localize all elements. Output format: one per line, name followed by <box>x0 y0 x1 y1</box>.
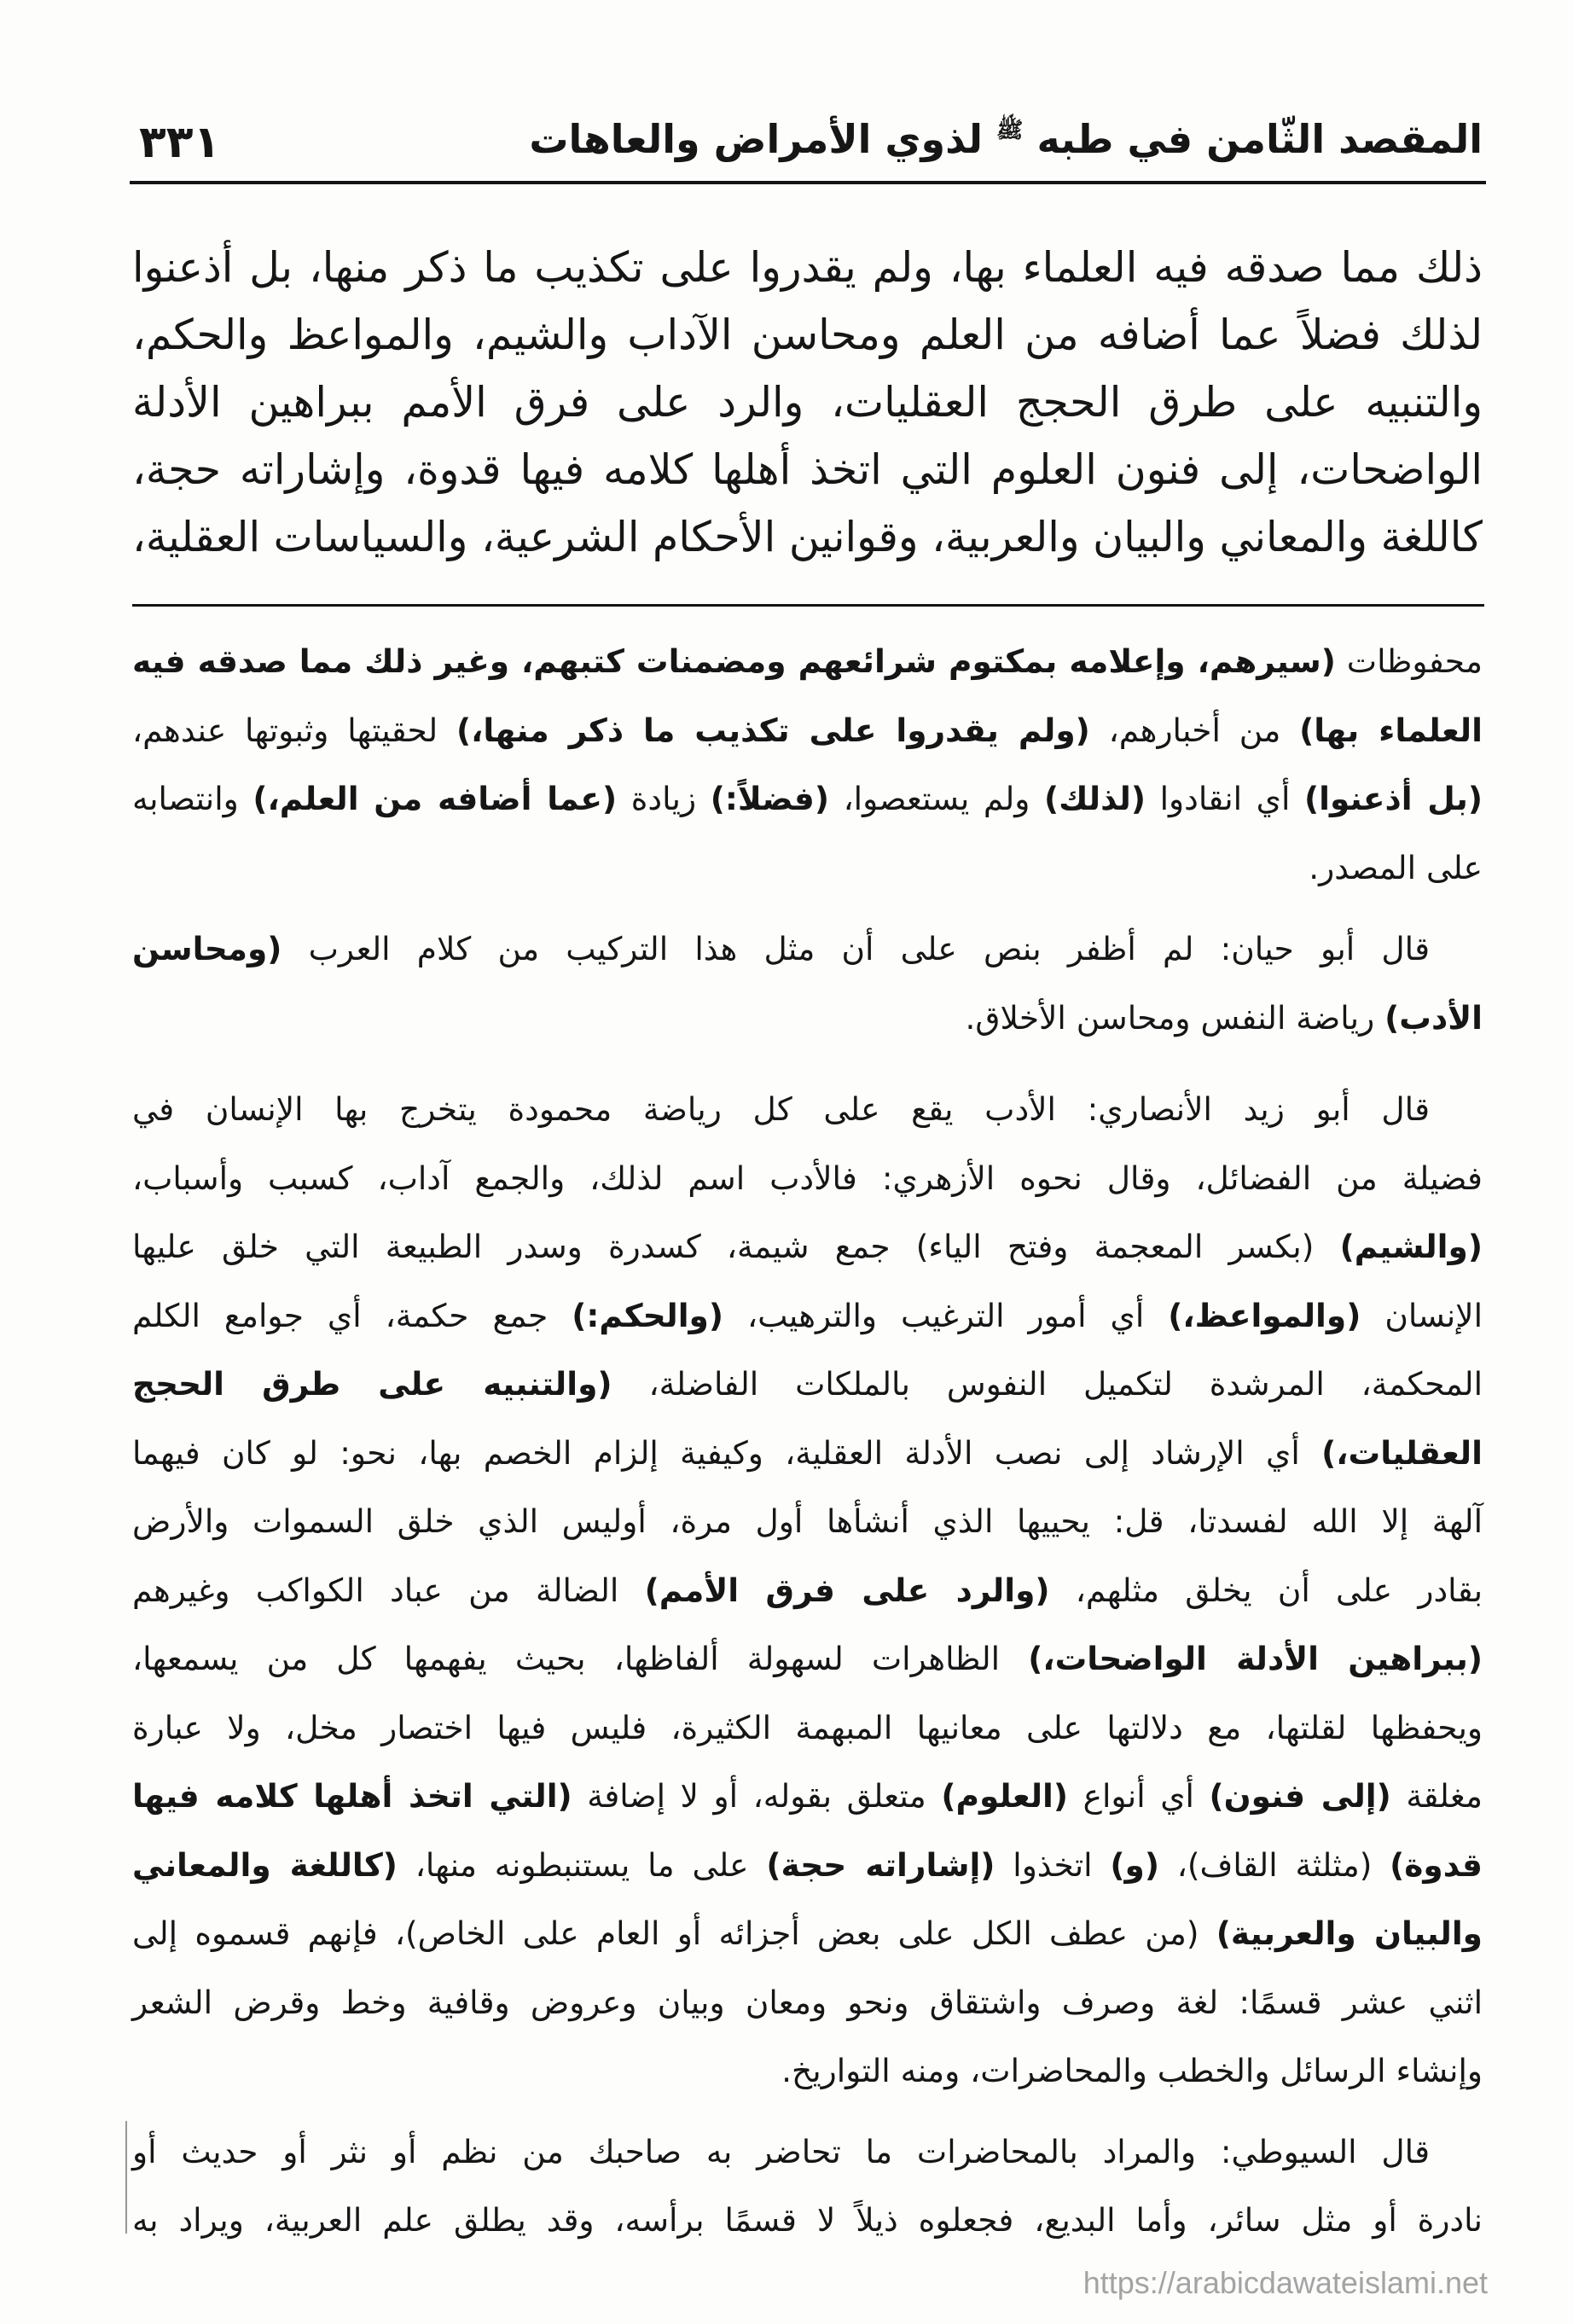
chapter-title <box>529 103 1483 182</box>
commentary-line <box>132 1694 1483 1763</box>
text-segment: أي أمور الترغيب والترهيب، <box>723 1296 1169 1334</box>
text-segment: مغلقة <box>1390 1777 1483 1815</box>
commentary-line <box>132 1144 1483 1213</box>
text-segment: اتخذوا <box>995 1845 1111 1884</box>
commentary-paragraph <box>132 2118 1483 2255</box>
text-segment: (من عطف الكل على بعض أجزائه أو العام على الخاص)، فإنهم قسموه إلى <box>132 1914 1216 1952</box>
text-segment: لذلك فضلاً عما أضافه من العلم ومحاسن الآداب والشيم، والمواعظ والحكم، <box>132 311 1483 359</box>
commentary-line <box>132 1831 1483 1900</box>
quoted-matn-text: قدوة) <box>1390 1845 1483 1884</box>
quoted-matn-text: (التي اتخذ أهلها كلامه فيها <box>132 1777 572 1815</box>
commentary-line <box>132 1281 1483 1351</box>
text-segment: ذلك مما صدقه فيه العلماء بها، ولم يقدروا على تكذيب ما ذكر منها، بل أذعنوا <box>132 243 1483 292</box>
commentary-block <box>132 627 1483 2255</box>
commentary-line <box>132 1899 1483 1968</box>
commentary-line <box>132 1624 1483 1694</box>
main-text-line <box>132 503 1483 571</box>
commentary-line <box>132 834 1483 903</box>
text-segment: على ما يستنبطونه منها، <box>397 1845 767 1884</box>
commentary-line <box>132 2118 1483 2187</box>
commentary-line <box>132 764 1483 834</box>
text-segment: زيادة <box>617 780 711 817</box>
commentary-paragraph <box>132 1075 1483 2106</box>
quoted-matn-text: (بل أذعنوا) <box>1304 780 1483 817</box>
text-segment: ويحفظها لقلتها، مع دلالتها على معانيها المبهمة الكثيرة، فليس فيها اختصار مخل، ولا عبارة <box>132 1708 1483 1746</box>
text-segment: متعلق بقوله، أو لا إضافة <box>572 1777 942 1815</box>
text-segment: أي أنواع <box>1068 1777 1210 1815</box>
commentary-line <box>132 1762 1483 1831</box>
quoted-matn-text: الأدب) <box>1384 998 1483 1037</box>
text-segment: لحقيتها وثبوتها عندهم، <box>132 711 456 749</box>
text-segment: جمع حكمة، أي جوامع الكلم <box>132 1296 572 1334</box>
text-segment: محفوظات <box>1335 642 1483 680</box>
commentary-line <box>132 2036 1483 2106</box>
text-segment: وإنشاء الرسائل والخطب والمحاضرات، ومنه التواريخ. <box>781 2052 1483 2089</box>
quoted-matn-text: العقليات،) <box>1321 1433 1483 1472</box>
text-segment: الإنسان <box>1361 1296 1483 1334</box>
quoted-matn-text: (والرد على فرق الأمم) <box>644 1571 1050 1609</box>
chapter-title-start: المقصد الثّامن في طبه <box>1036 116 1483 162</box>
text-segment: على المصدر. <box>1309 848 1483 886</box>
commentary-line <box>132 2186 1483 2255</box>
quoted-matn-text: (ببراهين الأدلة الواضحات،) <box>1028 1640 1483 1677</box>
commentary-line <box>132 696 1483 765</box>
text-segment: الواضحات، إلى فنون العلوم التي اتخذ أهلها كلامه فيها قدوة، وإشاراته حجة، <box>132 445 1483 494</box>
quoted-matn-text: (و) <box>1110 1845 1159 1884</box>
text-segment: قال أبو حيان: لم أظفر بنص على أن مثل هذا التركيب من كلام العرب <box>282 930 1430 967</box>
commentary-line <box>132 1968 1483 2037</box>
quoted-matn-text: (والمواعظ،) <box>1168 1296 1361 1334</box>
footnote-separator <box>132 604 1484 607</box>
scan-margin-mark <box>125 2121 127 2234</box>
quoted-matn-text: (العلوم) <box>941 1777 1069 1815</box>
text-segment: قال أبو زيد الأنصاري: الأدب يقع على كل رياضة محمودة يتخرج بها الإنسان في <box>132 1090 1430 1128</box>
quoted-matn-text: (فضلاً:) <box>710 780 829 817</box>
commentary-line <box>132 1487 1483 1556</box>
text-segment: كاللغة والمعاني والبيان والعربية، وقوانين الأحكام الشرعية، والسياسات العقلية، <box>132 513 1483 561</box>
quoted-matn-text: (ولم يقدروا على تكذيب ما ذكر منها،) <box>456 711 1090 749</box>
text-segment: (بكسر المعجمة وفتح الياء) جمع شيمة، كسدرة وسدر الطبيعة التي خلق عليها <box>132 1228 1340 1265</box>
quoted-matn-text: (والتنبيه على طرق الحجج <box>132 1365 612 1403</box>
quoted-matn-text: (كاللغة والمعاني <box>132 1845 398 1884</box>
text-segment: أي انقادوا <box>1146 780 1305 817</box>
text-segment: اثني عشر قسمًا: لغة وصرف واشتقاق ونحو ومعان وبيان وعروض وقافية وخط وقرض الشعر <box>132 1983 1483 2021</box>
main-text-block <box>132 234 1483 571</box>
text-segment: الظاهرات لسهولة ألفاظها، بحيث يفهمها كل من يسمعها، <box>132 1640 1029 1677</box>
commentary-paragraph <box>132 915 1483 1052</box>
running-header <box>132 107 1483 178</box>
text-segment: المحكمة، المرشدة لتكميل النفوس بالملكات الفاضلة، <box>612 1365 1483 1403</box>
text-segment: الضالة من عباد الكواكب وغيرهم <box>132 1571 645 1609</box>
text-segment: من أخبارهم، <box>1089 711 1300 749</box>
quoted-matn-text: (والحكم:) <box>572 1296 724 1334</box>
watermark-url: https://arabicdawateislami.net <box>1083 2265 1488 2300</box>
text-segment: قال السيوطي: والمراد بالمحاضرات ما تحاضر به صاحبك من نظم أو نثر أو حديث أو <box>132 2132 1430 2170</box>
main-text-line <box>132 301 1483 369</box>
main-text-line <box>132 369 1483 436</box>
commentary-paragraph <box>132 627 1483 902</box>
text-segment: نادرة أو مثل سائر، وأما البديع، فجعلوه ذيلاً لا قسمًا برأسه، وقد يطلق علم العربية، ويراد به <box>132 2201 1483 2239</box>
quoted-matn-text: (لذلك) <box>1043 780 1146 817</box>
quoted-matn-text: العلماء بها) <box>1299 711 1483 749</box>
text-segment: أي الإرشاد إلى نصب الأدلة العقلية، وكيفية إلزام الخصم بها، نحو: لو كان فيهما <box>132 1433 1322 1472</box>
page-number: ٣٣١ <box>139 117 221 168</box>
text-segment: رياضة النفس ومحاسن الأخلاق. <box>965 998 1385 1037</box>
commentary-line <box>132 984 1483 1053</box>
quoted-matn-text: (ومحاسن <box>132 930 282 967</box>
commentary-line <box>132 1075 1483 1144</box>
header-rule <box>130 181 1486 184</box>
commentary-line <box>132 627 1483 696</box>
text-segment: فضيلة من الفضائل، وقال نحوه الأزهري: فالأدب اسم لذلك، والجمع آداب، كسبب وأسباب، <box>132 1159 1483 1197</box>
commentary-line <box>132 1350 1483 1419</box>
text-segment: وانتصابه <box>132 780 253 817</box>
main-text-line <box>132 234 1483 301</box>
text-segment: والتنبيه على طرق الحجج العقليات، والرد على فرق الأمم ببراهين الأدلة <box>132 378 1483 427</box>
commentary-line <box>132 1212 1483 1281</box>
text-segment: ولم يستعصوا، <box>828 780 1044 817</box>
quoted-matn-text: (إلى فنون) <box>1209 1777 1391 1815</box>
commentary-line <box>132 1419 1483 1488</box>
text-segment: بقادر على أن يخلق مثلهم، <box>1049 1571 1483 1609</box>
commentary-line <box>132 1556 1483 1625</box>
quoted-matn-text: (سيرهم، وإعلامه بمكتوم شرائعهم ومضمنات كتبهم، وغير ذلك مما صدقه فيه <box>132 642 1336 680</box>
quoted-matn-text: (والشيم) <box>1339 1228 1483 1265</box>
main-text-line <box>132 436 1483 503</box>
quoted-matn-text: (عما أضافه من العلم،) <box>252 780 618 817</box>
chapter-title-end: لذوي الأمراض والعاهات <box>529 116 983 162</box>
text-segment: آلهة إلا الله لفسدتا، قل: يحييها الذي أنشأها أول مرة، أوليس الذي خلق السموات والأرض <box>132 1502 1483 1540</box>
text-segment: (مثلثة القاف)، <box>1158 1845 1390 1884</box>
quoted-matn-text: (إشاراته حجة) <box>766 1845 995 1884</box>
quoted-matn-text: والبيان والعربية) <box>1216 1914 1483 1952</box>
commentary-line <box>132 915 1483 984</box>
honorific-ligature: ﷺ <box>996 118 1024 143</box>
